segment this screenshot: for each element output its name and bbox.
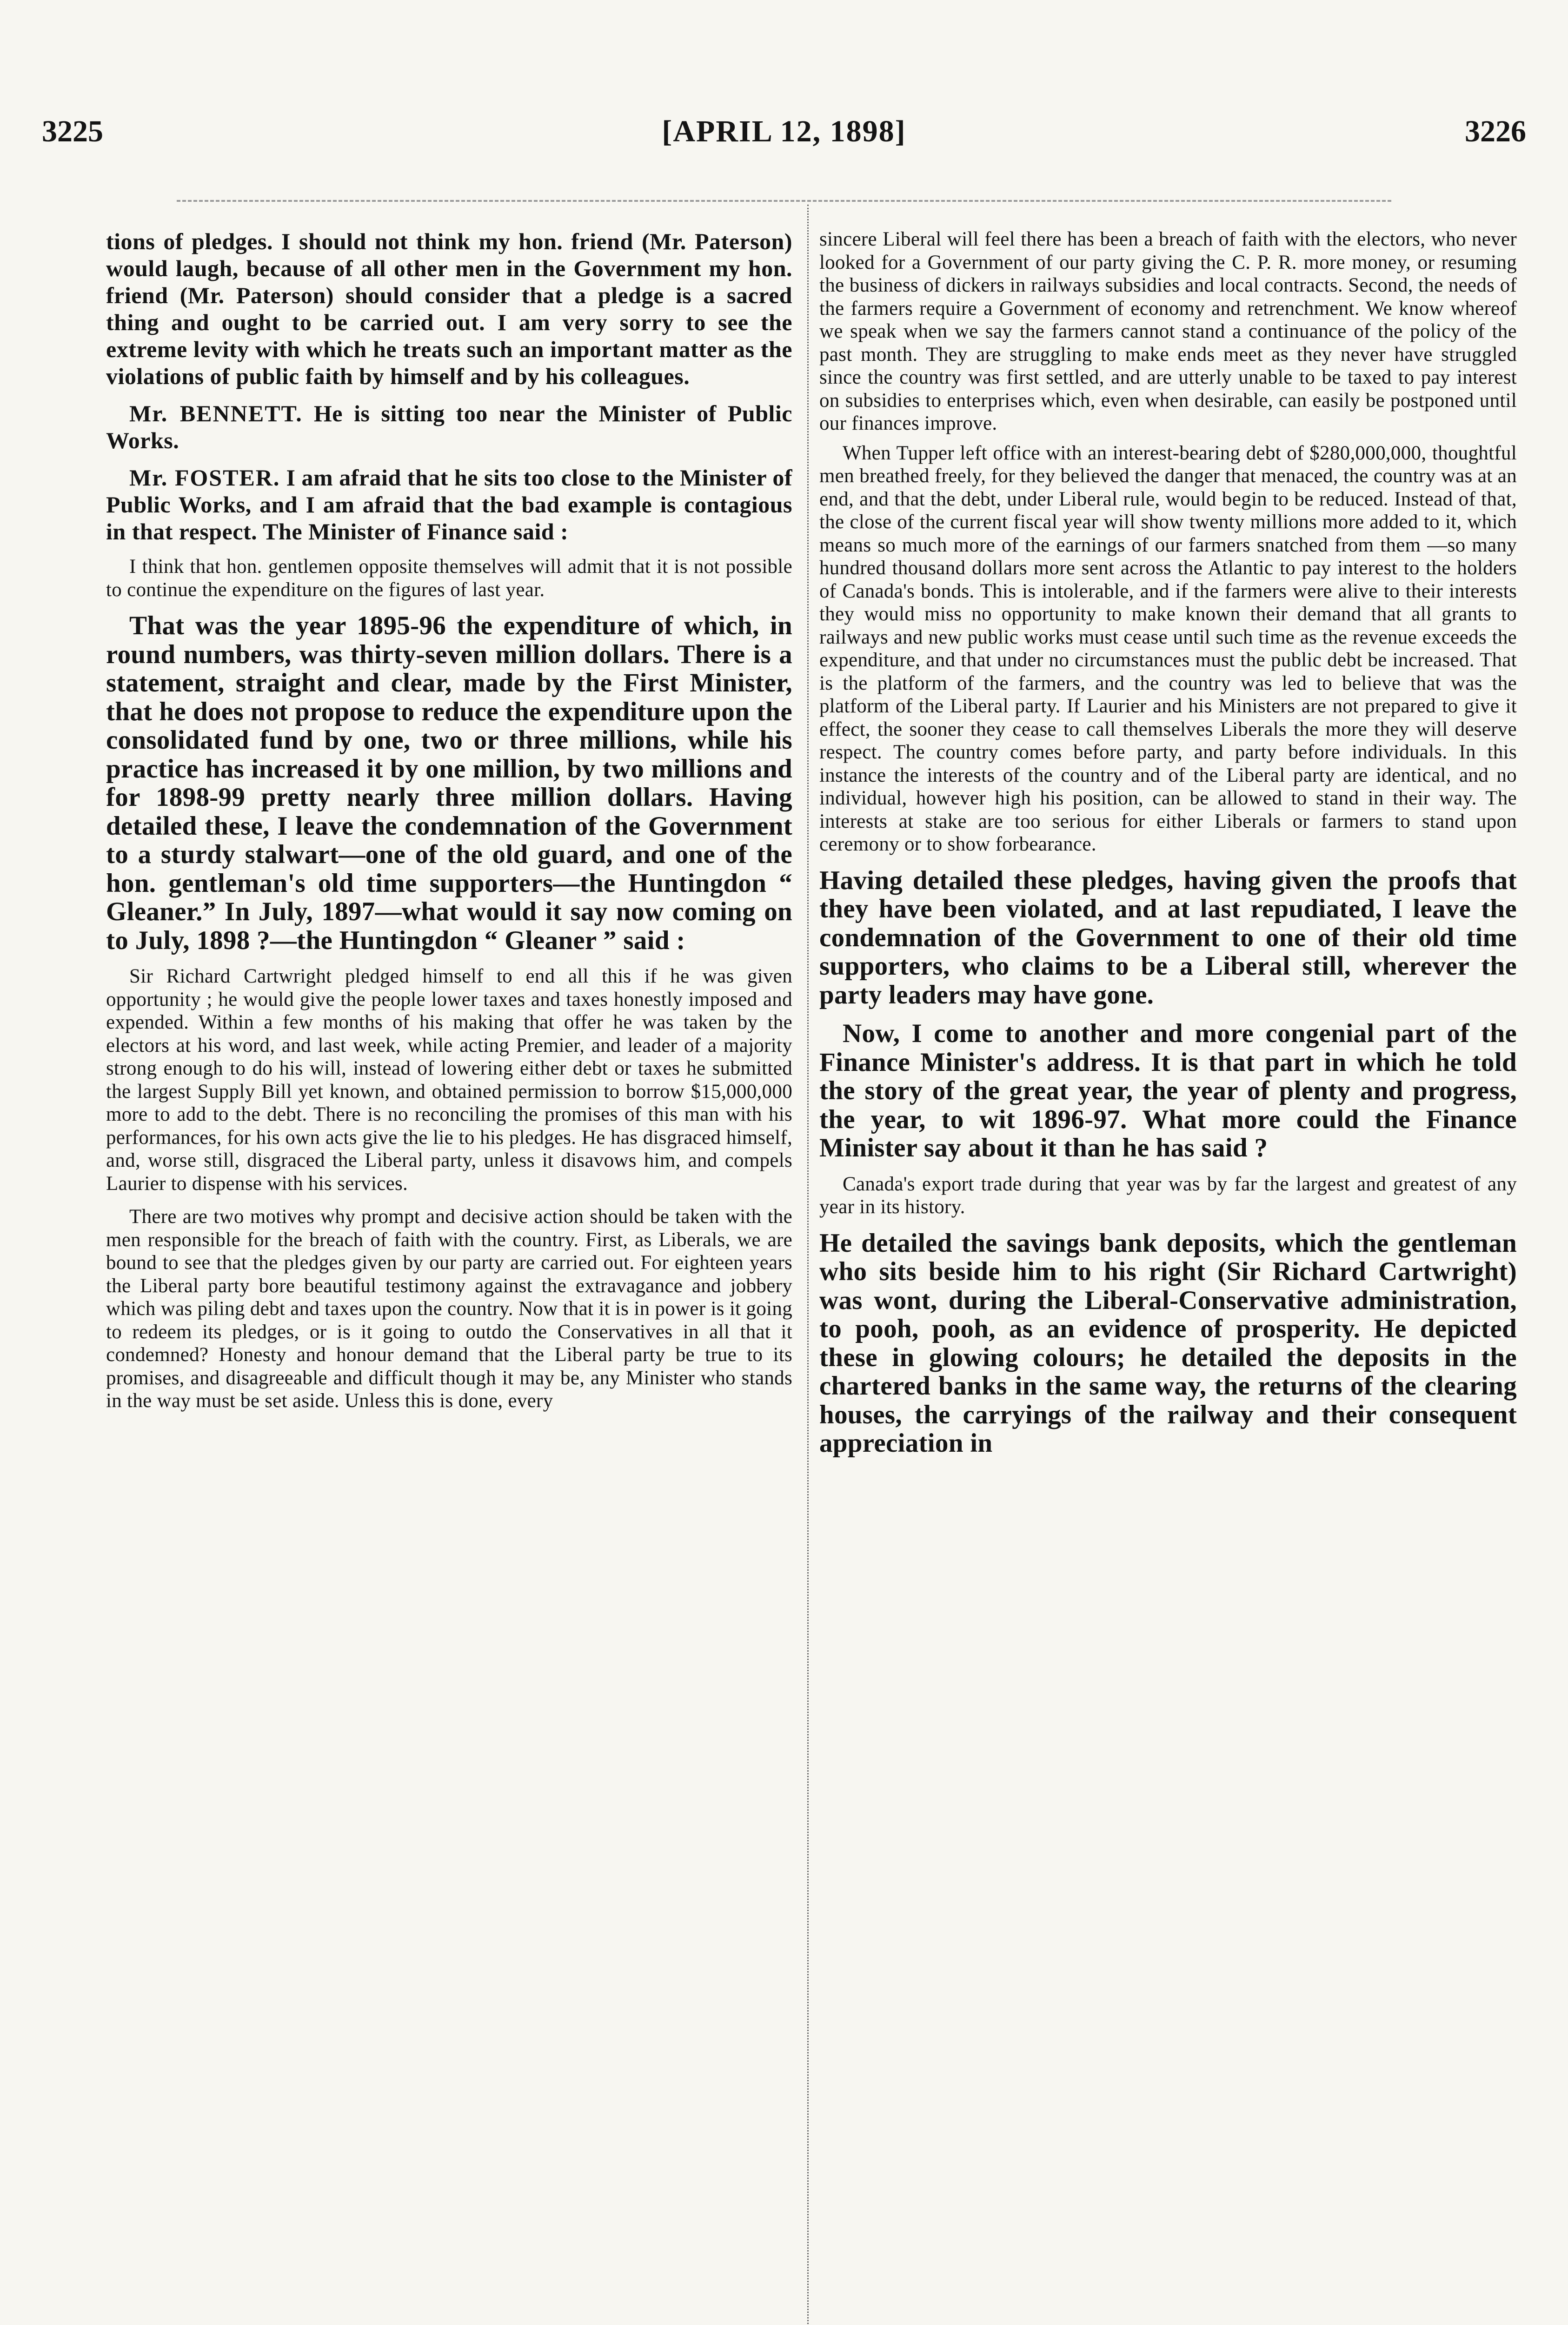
speech-paragraph xyxy=(106,611,792,955)
column-divider xyxy=(807,205,809,2325)
quoted-passage xyxy=(106,555,792,601)
speaker-name: Mr. BENNETT. xyxy=(129,400,303,426)
speech-paragraph: He detailed the savings bank deposits, which the gentleman who sits beside him to his right (Sir Richard Cartwright) was wont, during the Liberal-Conservative administration, to pooh, pooh, as an evidence of prosperity. He depicted these in glowing colours; he detailed the deposits in the chartered banks in the same way, the returns of the clearing houses, the carryings of the railway and their consequent appreciation in xyxy=(819,1228,1517,1458)
quoted-passage xyxy=(106,1205,792,1413)
right-column xyxy=(819,228,1517,2325)
page-header xyxy=(42,114,1526,156)
quoted-text: Sir Richard Cartwright pledged himself to end all this if he was given opportunity ; he would give the people lower taxes and taxes honestly imposed and expended. Within a few months of his making that offer he was taken by the electors at his word, and last week, while acting Premier, and leader of a majority strong enough to do his will, instead of lowering either debt or taxes he submitted the largest Supply Bill yet known, and obtained permission to borrow $15,000,000 more to add to the debt. There is no reconciling the promises of this man with his performances, for his own acts give the lie to his pledges. He has disgraced himself, and, worse still, disgraced the Liberal party, unless it disavows him, and compels Laurier to dispense with his services. xyxy=(106,965,792,1195)
speech-paragraph: Having detailed these pledges, having given the proofs that they have been violated, and at last repudiated, I leave the condemnation of the Government to one of their old time supporters, who claims to be a Liberal still, wherever the party leaders may have gone. xyxy=(819,865,1517,1010)
quoted-passage: sincere Liberal will feel there has been a breach of faith with the electors, who never looked for a Government of our party giving the C. P. R. more money, or resuming the business of dickers in railways subsidies and local contracts. Second, the needs of the farmers require a Government of economy and retrenchment. We know whereof we speak when we say the farmers cannot stand a continuance of the policy of the past month. They are struggling to make ends meet as they never have struggled since the country was first settled, and are utterly unable to be taxed to pay interest on subsidies to enterprises which, even when desirable, can easily be postponed until our finances improve. xyxy=(819,228,1517,434)
quoted-passage xyxy=(819,442,1517,856)
page-number-right: 3226 xyxy=(1465,114,1526,148)
interjection-paragraph xyxy=(106,400,792,454)
quoted-passage xyxy=(106,965,792,1195)
speech-paragraph xyxy=(819,1019,1517,1162)
left-column xyxy=(106,228,792,2325)
speech-paragraph: tions of pledges. I should not think my hon. friend (Mr. Paterson) would laugh, because of all other men in the Government my hon. friend (Mr. Paterson) should consider that a pledge is a sacred thing and ought to be carried out. I am very sorry to see the extreme levity with which he treats such an important matter as the violations of public faith by himself and by his colleagues. xyxy=(106,228,792,389)
speech-text: That was the year 1895-96 the expenditure of which, in round numbers, was thirty-seven million dollars. There is a statement, straight and clear, made by the First Minister, that he does not propose to reduce the expenditure upon the consolidated fund by one, two or three millions, while his practice has increased it by one million, by two millions and for 1898-99 pretty nearly three million dollars. Having detailed these, I leave the condemnation of the Government to a sturdy stalwart—one of the old guard, and one of the hon. gentleman's old time supporters—the Huntingdon “ Gleaner.” In July, 1897—what would it say now coming on to July, 1898 ?—the Huntingdon “ Gleaner ” said : xyxy=(106,611,792,955)
speaker-name: Mr. FOSTER. xyxy=(129,465,280,491)
quoted-text: I think that hon. gentlemen opposite themselves will admit that it is not possible to continue the expenditure on the figures of last year. xyxy=(106,556,792,601)
interjection-text: He is sitting too near the Minister of Public Works. xyxy=(106,400,792,453)
speech-text: Now, I come to another and more congenial part of the Finance Minister's address. It is that part in which he told the story of the great year, the year of plenty and progress, the year, to wit 1896-97. What more could the Finance Minister say about it than he has said ? xyxy=(819,1019,1517,1162)
quoted-passage xyxy=(819,1173,1517,1219)
quoted-text: Canada's export trade during that year was by far the largest and greatest of any year in its history. xyxy=(819,1173,1517,1218)
speech-paragraph xyxy=(106,464,792,545)
header-rule xyxy=(177,200,1391,202)
quoted-text: There are two motives why prompt and decisive action should be taken with the men responsible for the breach of faith with the country. First, as Liberals, we are bound to see that the pledges given by our party are carried out. For eighteen years the Liberal party bore beautiful testimony against the extravagance and jobbery which was piling debt and taxes upon the country. Now that it is in power is it going to redeem its pledges, or is it going to outdo the Conservatives in all that it condemned? Honesty and honour demand that the Liberal party be true to its promises, and disagreeable and difficult though it may be, any Minister who stands in the way must be set aside. Unless this is done, every xyxy=(106,1206,792,1412)
page-number-left: 3225 xyxy=(42,114,103,148)
speech-text: I am afraid that he sits too close to the Minister of Public Works, and I am afraid that the bad example is contagious in that respect. The Minister of Finance said : xyxy=(106,465,792,545)
issue-date: [APRIL 12, 1898] xyxy=(662,114,906,148)
quoted-text: When Tupper left office with an interest-bearing debt of $280,000,000, thoughtful men breathed freely, for they believed the danger that menaced, the country was at an end, and that the debt, under Liberal rule, would begin to be reduced. Instead of that, the close of the current fiscal year will show twenty millions more added to it, which means so much more of the earnings of our farmers snatched from them —so many hundred thousand dollars more sent across the Atlantic to pay interest to the holders of Canada's bonds. This is intolerable, and if the farmers were alive to their interests they would miss no opportunity to make known their demand that all grants to railways and new public works must cease until such time as the revenue exceeds the expenditure, and that under no circumstances must the public debt be increased. That is the platform of the farmers, and the country was led to believe that was the platform of the Liberal party. If Laurier and his Ministers are not prepared to give it effect, the sooner they cease to call themselves Liberals the more they will deserve respect. The country comes before party, and party before individuals. In this instance the interests of the country and of the Liberal party are identical, and no individual, however high his position, can be allowed to stand in their way. The interests at stake are too serious for either Liberals or farmers to stand upon ceremony or to show forbearance. xyxy=(819,442,1517,855)
